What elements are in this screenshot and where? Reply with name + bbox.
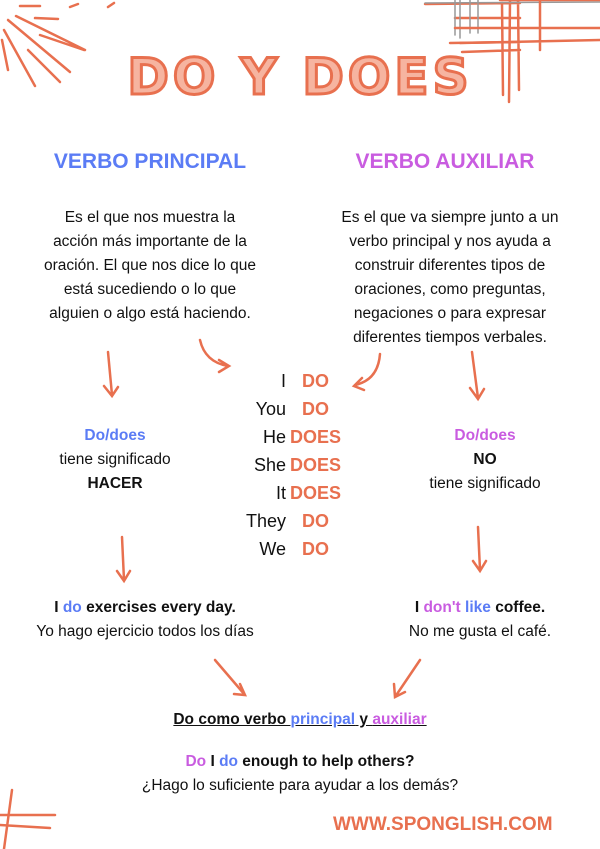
- verb: DO: [302, 539, 329, 559]
- website-link[interactable]: WWW.SPONGLISH.COM: [333, 814, 553, 835]
- w: coffee.: [495, 599, 546, 616]
- page-title: DO Y DOES: [127, 48, 473, 106]
- t: I: [206, 753, 220, 770]
- principal-description: [10, 206, 290, 326]
- pronoun: They: [245, 511, 286, 531]
- conjugation-row: [235, 395, 375, 423]
- pronoun: She: [253, 455, 286, 475]
- conjugation-row: [235, 535, 375, 563]
- line: verbo principal y nos ayuda a: [349, 233, 551, 250]
- t: auxiliar: [372, 711, 427, 728]
- corner-decoration: [0, 790, 55, 849]
- line: oración. El que nos dice lo que: [44, 257, 256, 274]
- pronoun: You: [255, 399, 286, 419]
- verb: DO: [302, 399, 329, 419]
- pronoun: He: [262, 427, 286, 447]
- t: enough to help others?: [238, 753, 415, 770]
- w: exercises every day.: [86, 599, 236, 616]
- t: Do como verbo: [173, 711, 291, 728]
- summary-heading: [0, 708, 600, 732]
- meaning: tiene significado: [429, 475, 541, 492]
- line: alguien o algo está haciendo.: [49, 305, 251, 322]
- verb: DO: [302, 511, 329, 531]
- line: construir diferentes tipos de: [354, 257, 546, 274]
- verbo-principal-heading: VERBO PRINCIPAL: [53, 150, 247, 173]
- verb: DOES: [290, 427, 342, 447]
- conjugation-table: [235, 367, 375, 563]
- pronoun: I: [280, 371, 286, 391]
- line: negaciones o para expresar: [353, 305, 547, 322]
- auxiliar-meaning: [390, 424, 580, 496]
- w: I: [54, 599, 59, 616]
- principal-meaning: [20, 424, 210, 496]
- w: like: [465, 599, 491, 616]
- translation: No me gusta el café.: [408, 623, 552, 640]
- w: do: [62, 599, 82, 616]
- t: principal: [290, 711, 356, 728]
- line: está sucediendo o lo que: [63, 281, 237, 298]
- label: Do/does: [454, 427, 516, 444]
- conjugation-row: [235, 507, 375, 535]
- summary-example: [0, 750, 600, 798]
- translation: ¿Hago lo suficiente para ayudar a los demás?: [141, 777, 459, 794]
- verbo-auxiliar-heading: VERBO AUXILIAR: [355, 150, 535, 173]
- auxiliar-example: [365, 596, 595, 644]
- auxiliar-description: [310, 206, 590, 350]
- line: diferentes tiempos verbales.: [353, 329, 547, 346]
- line: Es el que nos muestra la: [64, 209, 236, 226]
- meaning-no: NO: [473, 451, 497, 468]
- line: acción más importante de la: [53, 233, 247, 250]
- line: oraciones, como preguntas,: [354, 281, 546, 298]
- verb: DOES: [290, 483, 342, 503]
- translation: Yo hago ejercicio todos los días: [36, 623, 254, 640]
- line: Es el que va siempre junto a un: [341, 209, 559, 226]
- label: Do/does: [84, 427, 146, 444]
- conjugation-row: [235, 367, 375, 395]
- meaning: tiene significado: [59, 451, 171, 468]
- t: Do: [185, 753, 207, 770]
- conjugation-row: [235, 451, 375, 479]
- conjugation-row: [235, 479, 375, 507]
- meaning-hacer: HACER: [87, 475, 143, 492]
- conjugation-row: [235, 423, 375, 451]
- principal-example: [0, 596, 290, 644]
- w: I: [414, 599, 420, 616]
- pronoun: It: [275, 483, 286, 503]
- w: don't: [423, 599, 461, 616]
- verb: DO: [302, 371, 329, 391]
- pronoun: We: [259, 539, 286, 559]
- t: y: [355, 711, 373, 728]
- t: do: [219, 753, 238, 770]
- verb: DOES: [290, 455, 342, 475]
